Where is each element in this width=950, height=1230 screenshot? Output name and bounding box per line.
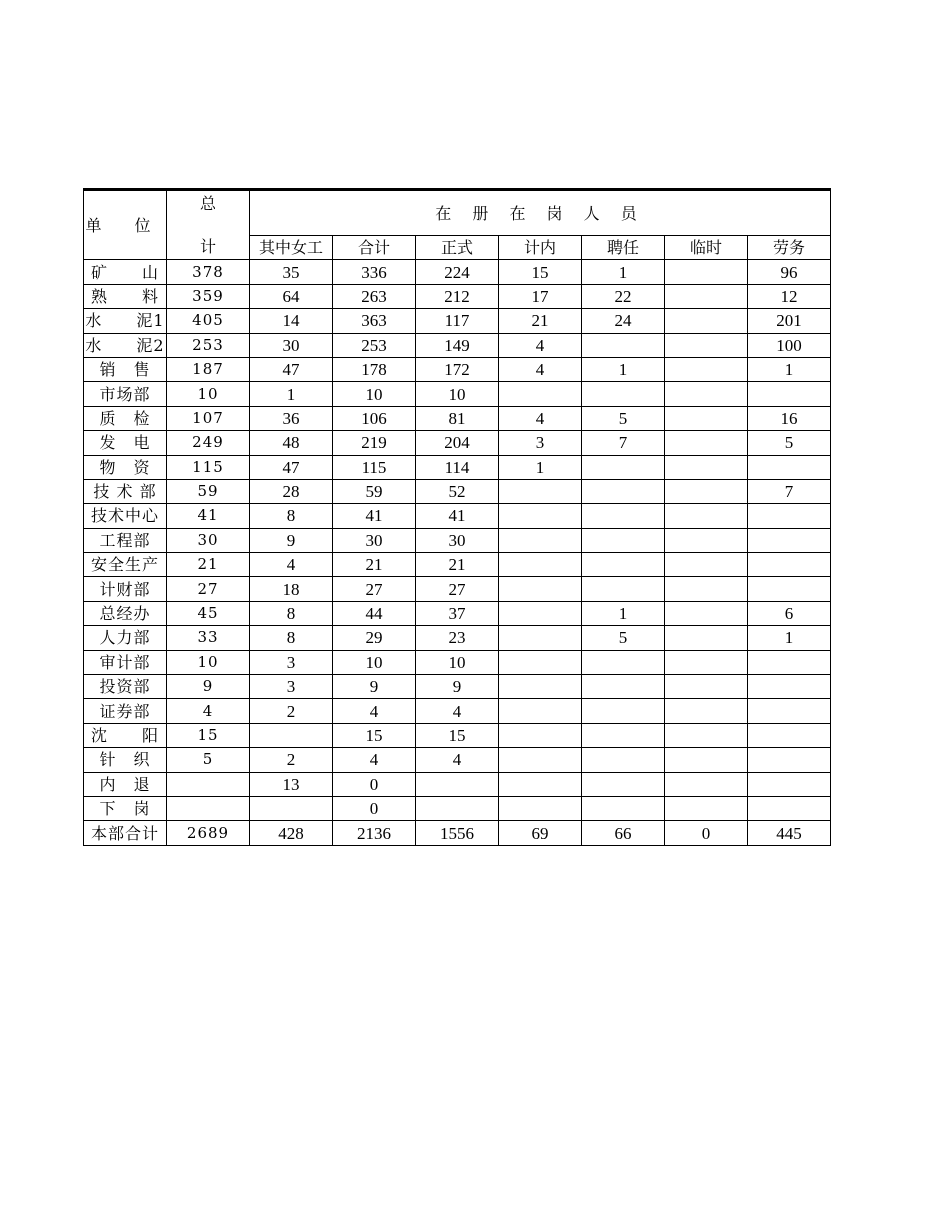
unit-cell: 销 售 — [84, 357, 167, 381]
temp-cell — [665, 333, 748, 357]
unit-cell: 矿 山 — [84, 260, 167, 284]
header-row-1 — [84, 190, 831, 236]
unit-cell: 沈 阳 — [84, 723, 167, 747]
hired-cell: 66 — [582, 821, 665, 845]
sum-cell: 30 — [333, 528, 416, 552]
header-col-temp: 临时 — [665, 236, 748, 260]
temp-cell — [665, 284, 748, 308]
hired-cell — [582, 528, 665, 552]
sum-cell: 0 — [333, 796, 416, 820]
female-cell: 48 — [250, 431, 333, 455]
female-cell: 8 — [250, 504, 333, 528]
total-cell: 187 — [167, 357, 250, 381]
labor-cell — [748, 577, 831, 601]
formal-cell: 52 — [416, 479, 499, 503]
plan-cell — [499, 504, 582, 528]
labor-cell: 1 — [748, 626, 831, 650]
sum-cell: 29 — [333, 626, 416, 650]
total-cell: 59 — [167, 479, 250, 503]
female-cell: 13 — [250, 772, 333, 796]
temp-cell — [665, 626, 748, 650]
unit-cell: 质 检 — [84, 406, 167, 430]
unit-cell: 审计部 — [84, 650, 167, 674]
unit-cell: 人力部 — [84, 626, 167, 650]
unit-cell: 针 织 — [84, 748, 167, 772]
plan-cell — [499, 748, 582, 772]
total-cell: 249 — [167, 431, 250, 455]
table-row — [84, 528, 831, 552]
female-cell — [250, 796, 333, 820]
plan-cell — [499, 601, 582, 625]
sum-cell: 9 — [333, 675, 416, 699]
sum-cell: 10 — [333, 650, 416, 674]
temp-cell — [665, 504, 748, 528]
hired-cell: 5 — [582, 626, 665, 650]
header-total — [167, 190, 250, 260]
temp-cell — [665, 260, 748, 284]
header-total-top: 总 — [199, 194, 216, 214]
temp-cell — [665, 723, 748, 747]
hired-cell — [582, 504, 665, 528]
temp-cell — [665, 601, 748, 625]
labor-cell — [748, 772, 831, 796]
female-cell: 18 — [250, 577, 333, 601]
total-cell: 107 — [167, 406, 250, 430]
sum-cell: 253 — [333, 333, 416, 357]
sum-cell: 263 — [333, 284, 416, 308]
female-cell: 30 — [250, 333, 333, 357]
header-col-female: 其中女工 — [250, 236, 333, 260]
plan-cell: 4 — [499, 406, 582, 430]
unit-cell: 本部合计 — [84, 821, 167, 845]
plan-cell: 15 — [499, 260, 582, 284]
hired-cell — [582, 553, 665, 577]
table-row — [84, 504, 831, 528]
labor-cell — [748, 382, 831, 406]
plan-cell — [499, 553, 582, 577]
plan-cell — [499, 577, 582, 601]
table-row — [84, 553, 831, 577]
female-cell: 3 — [250, 675, 333, 699]
formal-cell: 10 — [416, 650, 499, 674]
formal-cell: 204 — [416, 431, 499, 455]
female-cell — [250, 723, 333, 747]
total-cell — [167, 772, 250, 796]
female-cell: 8 — [250, 601, 333, 625]
hired-cell — [582, 577, 665, 601]
labor-cell: 100 — [748, 333, 831, 357]
sum-cell: 2136 — [333, 821, 416, 845]
unit-cell: 总经办 — [84, 601, 167, 625]
temp-cell — [665, 650, 748, 674]
female-cell: 64 — [250, 284, 333, 308]
unit-cell: 水 泥2 — [84, 333, 167, 357]
table-row — [84, 357, 831, 381]
female-cell: 35 — [250, 260, 333, 284]
female-cell: 28 — [250, 479, 333, 503]
unit-cell: 工程部 — [84, 528, 167, 552]
hired-cell: 1 — [582, 260, 665, 284]
plan-cell — [499, 772, 582, 796]
formal-cell: 9 — [416, 675, 499, 699]
formal-cell — [416, 796, 499, 820]
plan-cell: 1 — [499, 455, 582, 479]
labor-cell — [748, 723, 831, 747]
labor-cell — [748, 455, 831, 479]
total-cell: 33 — [167, 626, 250, 650]
formal-cell: 30 — [416, 528, 499, 552]
formal-cell: 37 — [416, 601, 499, 625]
plan-cell — [499, 796, 582, 820]
labor-cell: 5 — [748, 431, 831, 455]
total-cell: 10 — [167, 382, 250, 406]
labor-cell: 7 — [748, 479, 831, 503]
female-cell: 3 — [250, 650, 333, 674]
sum-cell: 4 — [333, 699, 416, 723]
table-row — [84, 699, 831, 723]
hired-cell — [582, 748, 665, 772]
sum-cell: 336 — [333, 260, 416, 284]
total-cell: 2689 — [167, 821, 250, 845]
table-row — [84, 431, 831, 455]
sum-cell: 15 — [333, 723, 416, 747]
female-cell: 2 — [250, 699, 333, 723]
unit-cell: 投资部 — [84, 675, 167, 699]
female-cell: 36 — [250, 406, 333, 430]
formal-cell: 172 — [416, 357, 499, 381]
total-cell: 41 — [167, 504, 250, 528]
female-cell: 8 — [250, 626, 333, 650]
formal-cell: 114 — [416, 455, 499, 479]
labor-cell: 6 — [748, 601, 831, 625]
hired-cell: 22 — [582, 284, 665, 308]
female-cell: 428 — [250, 821, 333, 845]
table-row — [84, 406, 831, 430]
temp-cell — [665, 796, 748, 820]
temp-cell — [665, 431, 748, 455]
hired-cell: 5 — [582, 406, 665, 430]
header-unit: 单 位 — [84, 190, 167, 260]
hired-cell — [582, 723, 665, 747]
temp-cell — [665, 553, 748, 577]
plan-cell — [499, 382, 582, 406]
hired-cell — [582, 796, 665, 820]
temp-cell — [665, 357, 748, 381]
temp-cell: 0 — [665, 821, 748, 845]
labor-cell — [748, 699, 831, 723]
labor-cell: 12 — [748, 284, 831, 308]
table-row — [84, 748, 831, 772]
unit-cell: 安全生产 — [84, 553, 167, 577]
temp-cell — [665, 675, 748, 699]
hired-cell: 24 — [582, 309, 665, 333]
female-cell: 47 — [250, 455, 333, 479]
total-cell: 378 — [167, 260, 250, 284]
formal-cell: 4 — [416, 699, 499, 723]
plan-cell — [499, 675, 582, 699]
sum-cell: 0 — [333, 772, 416, 796]
sum-cell: 41 — [333, 504, 416, 528]
plan-cell — [499, 626, 582, 650]
sum-cell: 178 — [333, 357, 416, 381]
formal-cell: 41 — [416, 504, 499, 528]
female-cell: 4 — [250, 553, 333, 577]
unit-cell: 下 岗 — [84, 796, 167, 820]
header-col-hired: 聘任 — [582, 236, 665, 260]
formal-cell: 27 — [416, 577, 499, 601]
unit-cell: 熟 料 — [84, 284, 167, 308]
header-col-sum: 合计 — [333, 236, 416, 260]
table-row — [84, 333, 831, 357]
header-col-formal: 正式 — [416, 236, 499, 260]
temp-cell — [665, 479, 748, 503]
table-row — [84, 455, 831, 479]
sum-cell: 4 — [333, 748, 416, 772]
hired-cell — [582, 699, 665, 723]
table-row — [84, 577, 831, 601]
labor-cell: 445 — [748, 821, 831, 845]
sum-cell: 115 — [333, 455, 416, 479]
total-cell: 45 — [167, 601, 250, 625]
temp-cell — [665, 455, 748, 479]
total-cell: 359 — [167, 284, 250, 308]
formal-cell: 10 — [416, 382, 499, 406]
table-row — [84, 479, 831, 503]
header-group: 在 册 在 岗 人 员 — [250, 190, 831, 236]
formal-cell: 4 — [416, 748, 499, 772]
total-cell: 21 — [167, 553, 250, 577]
total-cell: 5 — [167, 748, 250, 772]
hired-cell — [582, 675, 665, 699]
formal-cell: 1556 — [416, 821, 499, 845]
formal-cell: 149 — [416, 333, 499, 357]
header-col-plan: 计内 — [499, 236, 582, 260]
unit-cell: 物 资 — [84, 455, 167, 479]
labor-cell — [748, 553, 831, 577]
formal-cell: 212 — [416, 284, 499, 308]
unit-cell: 市场部 — [84, 382, 167, 406]
total-cell: 27 — [167, 577, 250, 601]
hired-cell — [582, 650, 665, 674]
plan-cell: 17 — [499, 284, 582, 308]
temp-cell — [665, 309, 748, 333]
total-cell: 4 — [167, 699, 250, 723]
formal-cell: 15 — [416, 723, 499, 747]
table-row — [84, 284, 831, 308]
labor-cell — [748, 528, 831, 552]
total-cell: 10 — [167, 650, 250, 674]
total-cell: 9 — [167, 675, 250, 699]
hired-cell — [582, 455, 665, 479]
table-row — [84, 260, 831, 284]
formal-cell: 21 — [416, 553, 499, 577]
plan-cell — [499, 528, 582, 552]
unit-cell: 计财部 — [84, 577, 167, 601]
formal-cell: 117 — [416, 309, 499, 333]
total-cell — [167, 796, 250, 820]
plan-cell — [499, 479, 582, 503]
female-cell: 9 — [250, 528, 333, 552]
total-cell: 30 — [167, 528, 250, 552]
labor-cell: 1 — [748, 357, 831, 381]
labor-cell — [748, 504, 831, 528]
sum-cell: 21 — [333, 553, 416, 577]
temp-cell — [665, 382, 748, 406]
formal-cell: 23 — [416, 626, 499, 650]
hired-cell: 7 — [582, 431, 665, 455]
unit-cell: 内 退 — [84, 772, 167, 796]
table-row — [84, 675, 831, 699]
hired-cell — [582, 479, 665, 503]
formal-cell: 81 — [416, 406, 499, 430]
hired-cell — [582, 382, 665, 406]
formal-cell — [416, 772, 499, 796]
sum-cell: 106 — [333, 406, 416, 430]
table-row — [84, 772, 831, 796]
labor-cell: 96 — [748, 260, 831, 284]
plan-cell: 21 — [499, 309, 582, 333]
plan-cell — [499, 723, 582, 747]
sum-cell: 363 — [333, 309, 416, 333]
labor-cell — [748, 650, 831, 674]
plan-cell: 69 — [499, 821, 582, 845]
unit-cell: 水 泥1 — [84, 309, 167, 333]
table-row — [84, 626, 831, 650]
unit-cell: 技 术 部 — [84, 479, 167, 503]
plan-cell: 4 — [499, 357, 582, 381]
hired-cell — [582, 333, 665, 357]
header-total-bottom: 计 — [199, 237, 216, 257]
hired-cell: 1 — [582, 601, 665, 625]
unit-cell: 证券部 — [84, 699, 167, 723]
table-row — [84, 821, 831, 845]
sum-cell: 10 — [333, 382, 416, 406]
table-row — [84, 382, 831, 406]
plan-cell — [499, 699, 582, 723]
labor-cell — [748, 796, 831, 820]
labor-cell — [748, 675, 831, 699]
table-row — [84, 796, 831, 820]
plan-cell — [499, 650, 582, 674]
table-row — [84, 723, 831, 747]
temp-cell — [665, 577, 748, 601]
temp-cell — [665, 699, 748, 723]
temp-cell — [665, 772, 748, 796]
sum-cell: 44 — [333, 601, 416, 625]
hired-cell: 1 — [582, 357, 665, 381]
personnel-table — [83, 188, 831, 846]
labor-cell — [748, 748, 831, 772]
sum-cell: 219 — [333, 431, 416, 455]
sum-cell: 59 — [333, 479, 416, 503]
unit-cell: 发 电 — [84, 431, 167, 455]
female-cell: 47 — [250, 357, 333, 381]
plan-cell: 4 — [499, 333, 582, 357]
header-col-labor: 劳务 — [748, 236, 831, 260]
labor-cell: 16 — [748, 406, 831, 430]
temp-cell — [665, 406, 748, 430]
female-cell: 14 — [250, 309, 333, 333]
table-row — [84, 309, 831, 333]
female-cell: 2 — [250, 748, 333, 772]
unit-cell: 技术中心 — [84, 504, 167, 528]
temp-cell — [665, 528, 748, 552]
total-cell: 115 — [167, 455, 250, 479]
female-cell: 1 — [250, 382, 333, 406]
temp-cell — [665, 748, 748, 772]
total-cell: 253 — [167, 333, 250, 357]
table-row — [84, 601, 831, 625]
sum-cell: 27 — [333, 577, 416, 601]
plan-cell: 3 — [499, 431, 582, 455]
formal-cell: 224 — [416, 260, 499, 284]
hired-cell — [582, 772, 665, 796]
total-cell: 405 — [167, 309, 250, 333]
labor-cell: 201 — [748, 309, 831, 333]
table-row — [84, 650, 831, 674]
total-cell: 15 — [167, 723, 250, 747]
